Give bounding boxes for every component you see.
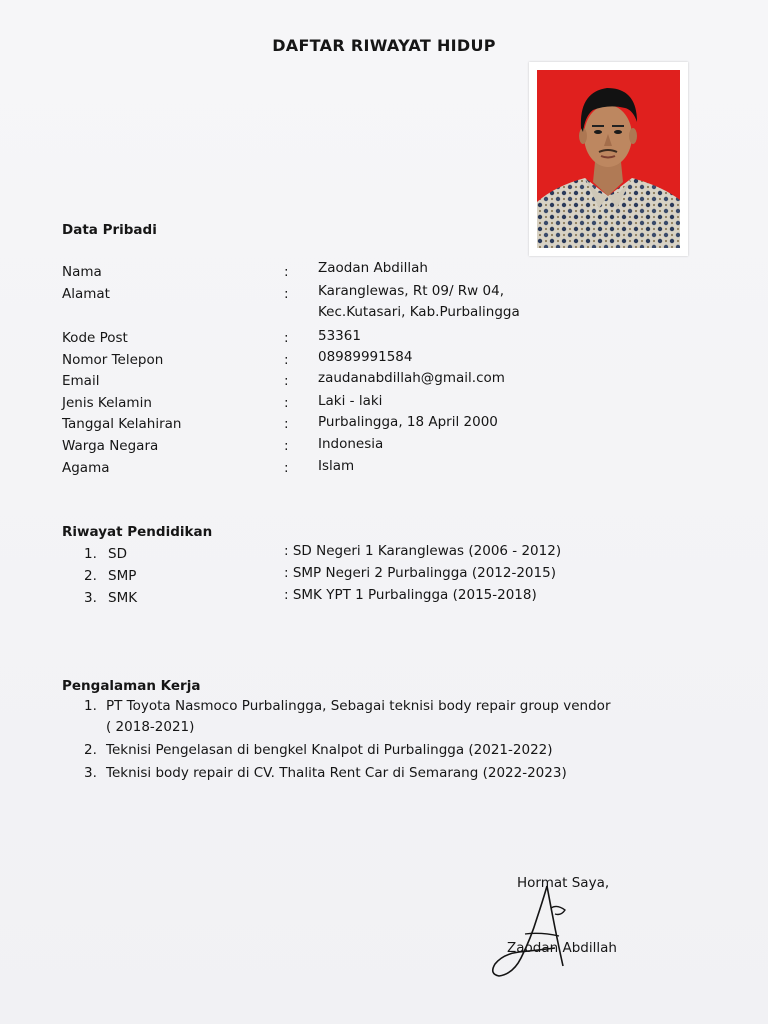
- education-item: [84, 543, 684, 566]
- field-row-gender: [62, 395, 682, 415]
- education-school: : SD Negeri 1 Karanglewas (2006 - 2012): [284, 543, 562, 559]
- education-number: 3.: [84, 590, 97, 606]
- work-text-line2: ( 2018-2021): [106, 719, 195, 735]
- field-colon: :: [284, 330, 289, 346]
- field-value: Indonesia: [318, 436, 384, 452]
- field-colon: :: [284, 460, 289, 476]
- education-heading: Riwayat Pendidikan: [62, 524, 213, 540]
- work-number: 3.: [84, 765, 97, 781]
- education-item: [84, 587, 684, 610]
- work-number: 2.: [84, 742, 97, 758]
- field-value-line2: Kec.Kutasari, Kab.Purbalingga: [318, 304, 520, 320]
- field-colon: :: [284, 373, 289, 389]
- field-value: Purbalingga, 18 April 2000: [318, 414, 498, 430]
- field-label: Agama: [62, 460, 110, 476]
- field-label: Jenis Kelamin: [62, 395, 152, 411]
- field-colon: :: [284, 352, 289, 368]
- field-row-address: [62, 283, 682, 320]
- education-level: SMK: [108, 590, 138, 606]
- field-row-email: [62, 370, 682, 393]
- field-value: Laki - laki: [318, 393, 383, 409]
- field-colon: :: [284, 416, 289, 432]
- work-text: Teknisi Pengelasan di bengkel Knalpot di Purbalingga (2021-2022): [106, 742, 553, 758]
- field-label: Email: [62, 373, 100, 389]
- field-row-nationality: [62, 438, 682, 458]
- education-level: SMP: [108, 568, 137, 584]
- field-label: Tanggal Kelahiran: [62, 416, 182, 432]
- field-label: Nomor Telepon: [62, 352, 164, 368]
- profile-photo: [529, 62, 688, 256]
- education-number: 2.: [84, 568, 97, 584]
- field-value: 53361: [318, 328, 361, 344]
- field-colon: :: [284, 286, 289, 302]
- field-colon: :: [284, 438, 289, 454]
- field-colon: :: [284, 264, 289, 280]
- education-level: SD: [108, 546, 127, 562]
- field-value: Zaodan Abdillah: [318, 260, 428, 276]
- education-school: : SMP Negeri 2 Purbalingga (2012-2015): [284, 565, 556, 581]
- field-row-phone: [62, 349, 682, 372]
- portrait-image: [537, 70, 680, 248]
- field-value: zaudanabdillah@gmail.com: [318, 370, 505, 386]
- field-label: Nama: [62, 264, 102, 280]
- field-value: Islam: [318, 458, 355, 474]
- document-title: DAFTAR RIWAYAT HIDUP: [272, 36, 496, 55]
- field-row-postal-code: [62, 330, 682, 350]
- field-row-religion: [62, 460, 682, 480]
- field-row-name: [62, 260, 682, 284]
- work-text: Teknisi body repair di CV. Thalita Rent Car di Semarang (2022-2023): [106, 765, 567, 781]
- work-text: PT Toyota Nasmoco Purbalingga, Sebagai teknisi body repair group vendor: [106, 698, 611, 714]
- education-item: [84, 565, 684, 588]
- field-value: 08989991584: [318, 349, 413, 365]
- field-value: Karanglewas, Rt 09/ Rw 04,: [318, 283, 504, 299]
- signatory-name: Zaodan Abdillah: [507, 940, 617, 956]
- field-row-birth: [62, 416, 682, 436]
- handwritten-signature: [485, 878, 585, 982]
- field-label: Kode Post: [62, 330, 128, 346]
- closing-salutation: Hormat Saya,: [517, 875, 610, 891]
- education-number: 1.: [84, 546, 97, 562]
- work-number: 1.: [84, 698, 97, 714]
- field-label: Alamat: [62, 286, 110, 302]
- personal-data-heading: Data Pribadi: [62, 222, 157, 238]
- education-school: : SMK YPT 1 Purbalingga (2015-2018): [284, 587, 537, 603]
- work-experience-heading: Pengalaman Kerja: [62, 678, 201, 694]
- field-colon: :: [284, 395, 289, 411]
- field-label: Warga Negara: [62, 438, 159, 454]
